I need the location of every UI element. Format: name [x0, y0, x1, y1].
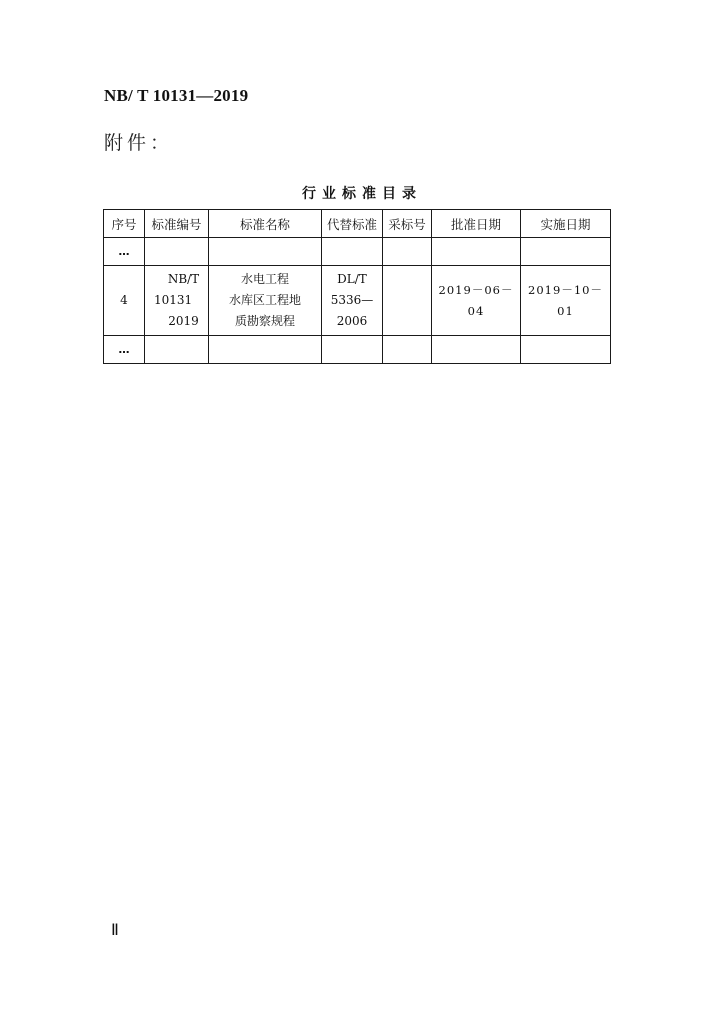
cell-seq: 4	[104, 266, 145, 336]
page-number: Ⅱ	[111, 922, 119, 939]
header-replaces: 代替标准	[322, 210, 383, 238]
std-name-line: 水电工程	[240, 272, 289, 286]
cell-replaces	[322, 238, 383, 266]
header-seq: 序号	[104, 210, 145, 238]
std-no-line: 2019	[168, 314, 199, 328]
cell-effective-date	[521, 238, 611, 266]
std-name-line: 水库区工程地	[228, 293, 301, 307]
cell-std-no	[145, 336, 209, 364]
standards-catalog-table	[103, 209, 611, 364]
cell-seq: …	[104, 336, 145, 364]
cell-std-name	[209, 266, 322, 336]
cell-std-no	[145, 266, 209, 336]
header-approval-date: 批准日期	[432, 210, 521, 238]
cell-effective-date: 2019－10－01	[521, 266, 611, 336]
replaces-line: 5336—	[330, 293, 374, 307]
cell-approval-date: 2019－06－04	[432, 266, 521, 336]
cell-effective-date	[521, 336, 611, 364]
cell-adopted-no	[383, 336, 432, 364]
standard-code: NB/ T 10131—2019	[104, 86, 249, 105]
attachment-label: 附件：	[104, 132, 174, 154]
header-adopted-no: 采标号	[383, 210, 432, 238]
cell-replaces	[322, 336, 383, 364]
replaces-line: 2006	[336, 314, 368, 328]
std-no-line: NB/T	[167, 272, 200, 286]
table-title: 行业标准目录	[302, 186, 422, 202]
table-header-row	[104, 210, 611, 238]
header-std-no: 标准编号	[145, 210, 209, 238]
replaces-line: DL/T	[337, 272, 367, 286]
cell-std-name	[209, 238, 322, 266]
cell-approval-date	[432, 238, 521, 266]
table-row	[104, 266, 611, 336]
cell-std-name	[209, 336, 322, 364]
table-row	[104, 238, 611, 266]
std-no-line: 10131	[154, 293, 193, 307]
std-name-line: 质勘察规程	[234, 314, 295, 328]
header-effective-date: 实施日期	[521, 210, 611, 238]
header-std-name: 标准名称	[209, 210, 322, 238]
cell-approval-date	[432, 336, 521, 364]
cell-adopted-no	[383, 266, 432, 336]
cell-std-no	[145, 238, 209, 266]
cell-adopted-no	[383, 238, 432, 266]
table-row	[104, 336, 611, 364]
cell-seq: …	[104, 238, 145, 266]
cell-replaces	[322, 266, 383, 336]
